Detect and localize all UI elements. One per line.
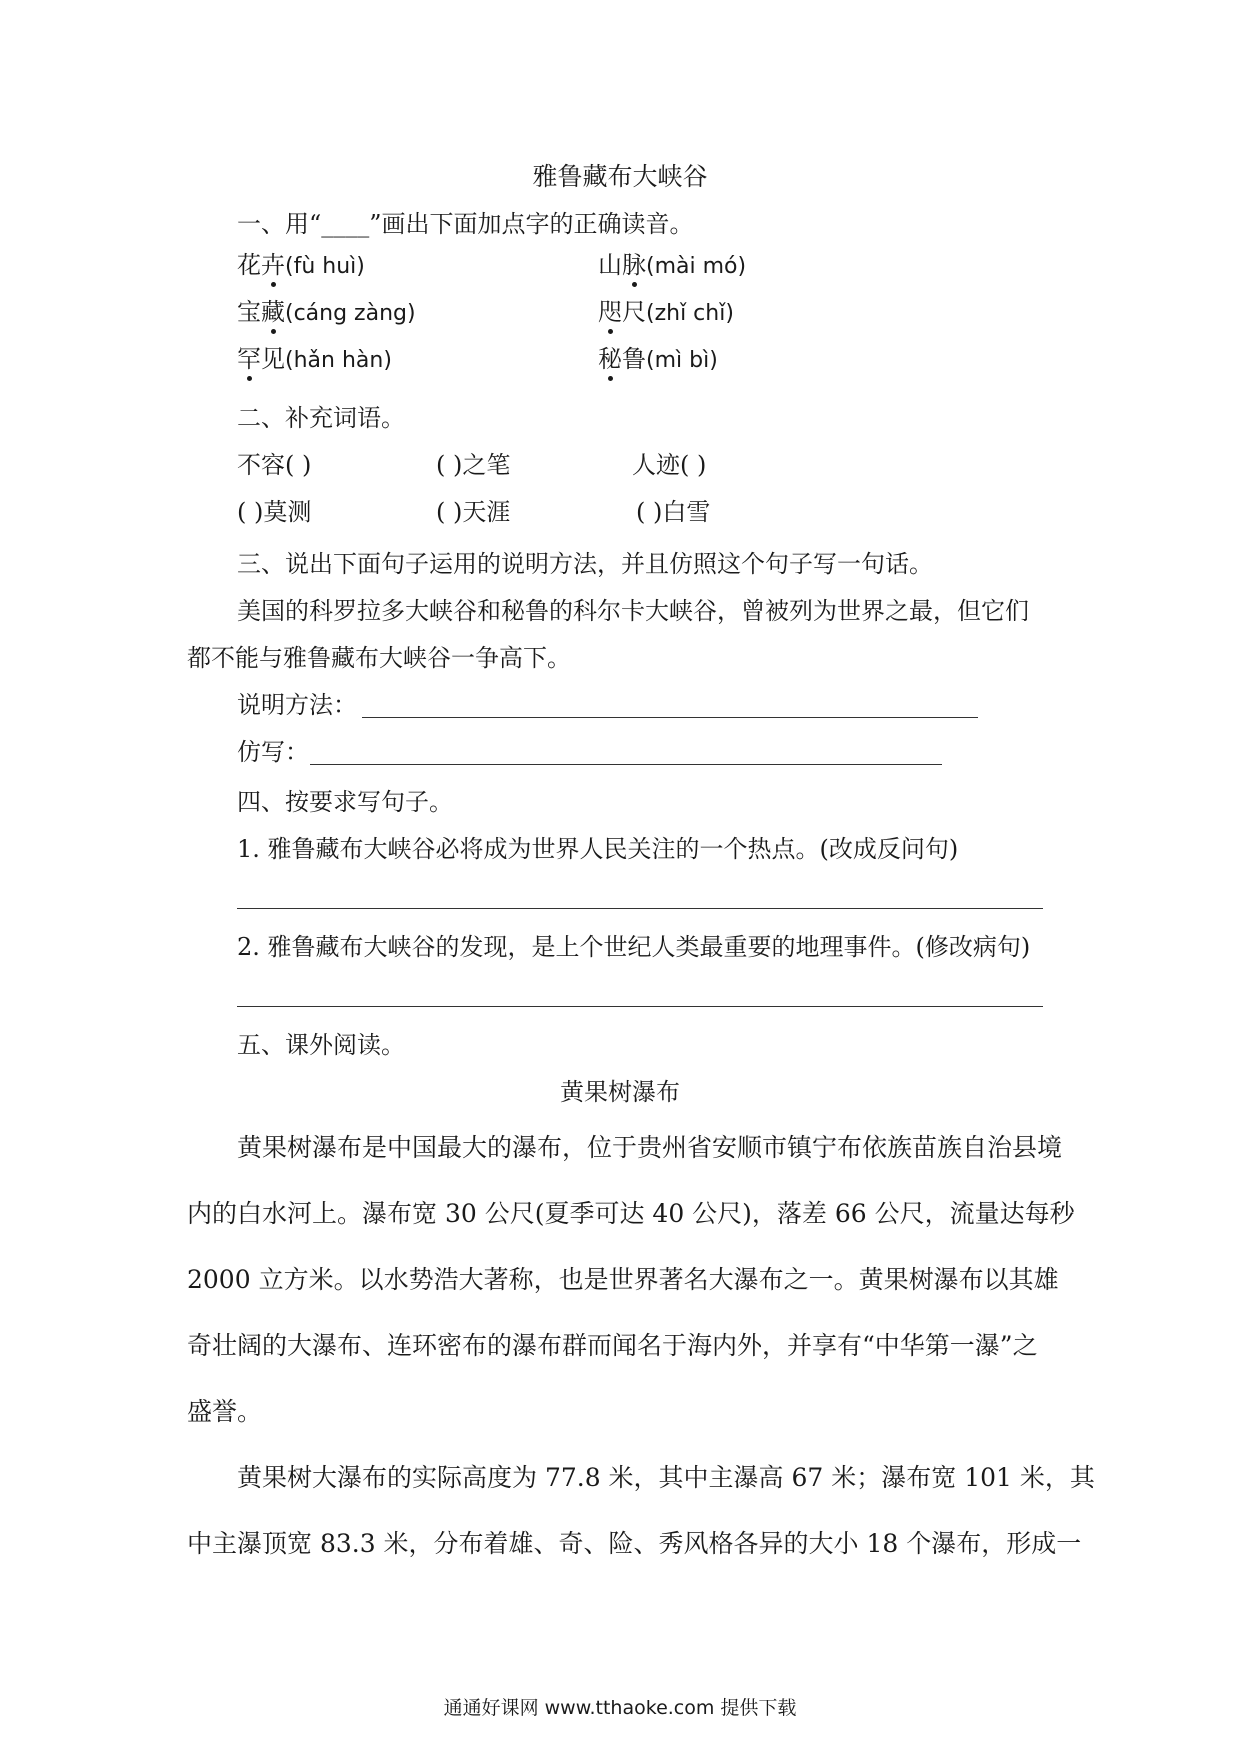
passage-p2-line2: 中主瀑顶宽 83.3 米，分布着雄、奇、险、秀风格各异的大小 18 个瀑布，形成一: [187, 1529, 1082, 1558]
pinyin-options: (mài mó): [646, 254, 747, 279]
footer-credit: 通通好课网 www.tthaoke.com 提供下载: [443, 1697, 797, 1719]
section5-heading: 五、课外阅读。: [237, 1031, 405, 1059]
dotted-char: 脉: [622, 251, 646, 279]
dotted-char: 藏: [261, 298, 285, 326]
imitate-answer-line[interactable]: [310, 764, 942, 765]
dotted-char: 罕: [237, 345, 261, 373]
passage-p1-line1: 黄果树瀑布是中国最大的瀑布，位于贵州省安顺市镇宁布依族苗族自治县境: [237, 1133, 1063, 1162]
section3-heading: 三、说出下面句子运用的说明方法，并且仿照这个句子写一句话。: [237, 550, 933, 578]
fill-word-3: 人迹( ): [632, 451, 707, 479]
section2-heading: 二、补充词语。: [237, 404, 405, 432]
pinyin-options: (zhǐ chǐ): [646, 301, 734, 326]
pinyin-options: (fù huì): [285, 254, 365, 279]
pinyin-item-5: 罕见(hǎn hàn): [237, 345, 392, 373]
dotted-char: 秘: [598, 345, 622, 373]
pinyin-item-3: 宝藏(cáng zàng): [237, 298, 416, 326]
imitate-label: 仿写：: [237, 738, 309, 766]
answer-line-1[interactable]: [237, 908, 1043, 909]
pinyin-item-1: 花卉(fù huì): [237, 251, 365, 279]
pinyin-item-4: 咫尺(zhǐ chǐ): [598, 298, 734, 326]
section4-heading: 四、按要求写句子。: [237, 788, 453, 816]
pinyin-options: (mì bì): [646, 348, 718, 373]
fill-word-2: ( )之笔: [436, 451, 511, 479]
example-sentence-line1: 美国的科罗拉多大峡谷和秘鲁的科尔卡大峡谷，曾被列为世界之最，但它们: [237, 597, 1029, 625]
dotted-char: 咫: [598, 298, 622, 326]
example-sentence-line2: 都不能与雅鲁藏布大峡谷一争高下。: [187, 644, 571, 672]
passage-p1-line2: 内的白水河上。瀑布宽 30 公尺(夏季可达 40 公尺)，落差 66 公尺，流量达每秒: [187, 1199, 1075, 1228]
passage-p1-line5: 盛誉。: [187, 1397, 263, 1426]
answer-line-2[interactable]: [237, 1006, 1043, 1007]
section1-heading: 一、用“____”画出下面加点字的正确读音。: [237, 210, 694, 238]
fill-word-4: ( )莫测: [237, 498, 312, 526]
fill-word-1: 不容( ): [237, 451, 312, 479]
pinyin-item-6: 秘鲁(mì bì): [598, 345, 718, 373]
method-answer-line[interactable]: [362, 717, 978, 718]
dotted-char: 卉: [261, 251, 285, 279]
pinyin-item-2: 山脉(mài mó): [598, 251, 747, 279]
page-title: 雅鲁藏布大峡谷: [532, 162, 708, 191]
passage-p1-line3: 2000 立方米。以水势浩大著称，也是世界著名大瀑布之一。黄果树瀑布以其雄: [187, 1265, 1059, 1294]
question-2: 2. 雅鲁藏布大峡谷的发现，是上个世纪人类最重要的地理事件。(修改病句): [237, 933, 1031, 961]
method-label: 说明方法：: [237, 691, 357, 719]
pinyin-options: (cáng zàng): [285, 301, 416, 326]
passage-p2-line1: 黄果树大瀑布的实际高度为 77.8 米，其中主瀑高 67 米；瀑布宽 101 米，其: [237, 1463, 1095, 1492]
fill-word-6: ( )白雪: [636, 498, 711, 526]
passage-p1-line4: 奇壮阔的大瀑布、连环密布的瀑布群而闻名于海内外，并享有“中华第一瀑”之: [187, 1331, 1038, 1360]
question-1: 1. 雅鲁藏布大峡谷必将成为世界人民关注的一个热点。(改成反问句): [237, 835, 959, 863]
pinyin-options: (hǎn hàn): [285, 348, 392, 373]
passage-title: 黄果树瀑布: [560, 1078, 680, 1106]
fill-word-5: ( )天涯: [436, 498, 511, 526]
